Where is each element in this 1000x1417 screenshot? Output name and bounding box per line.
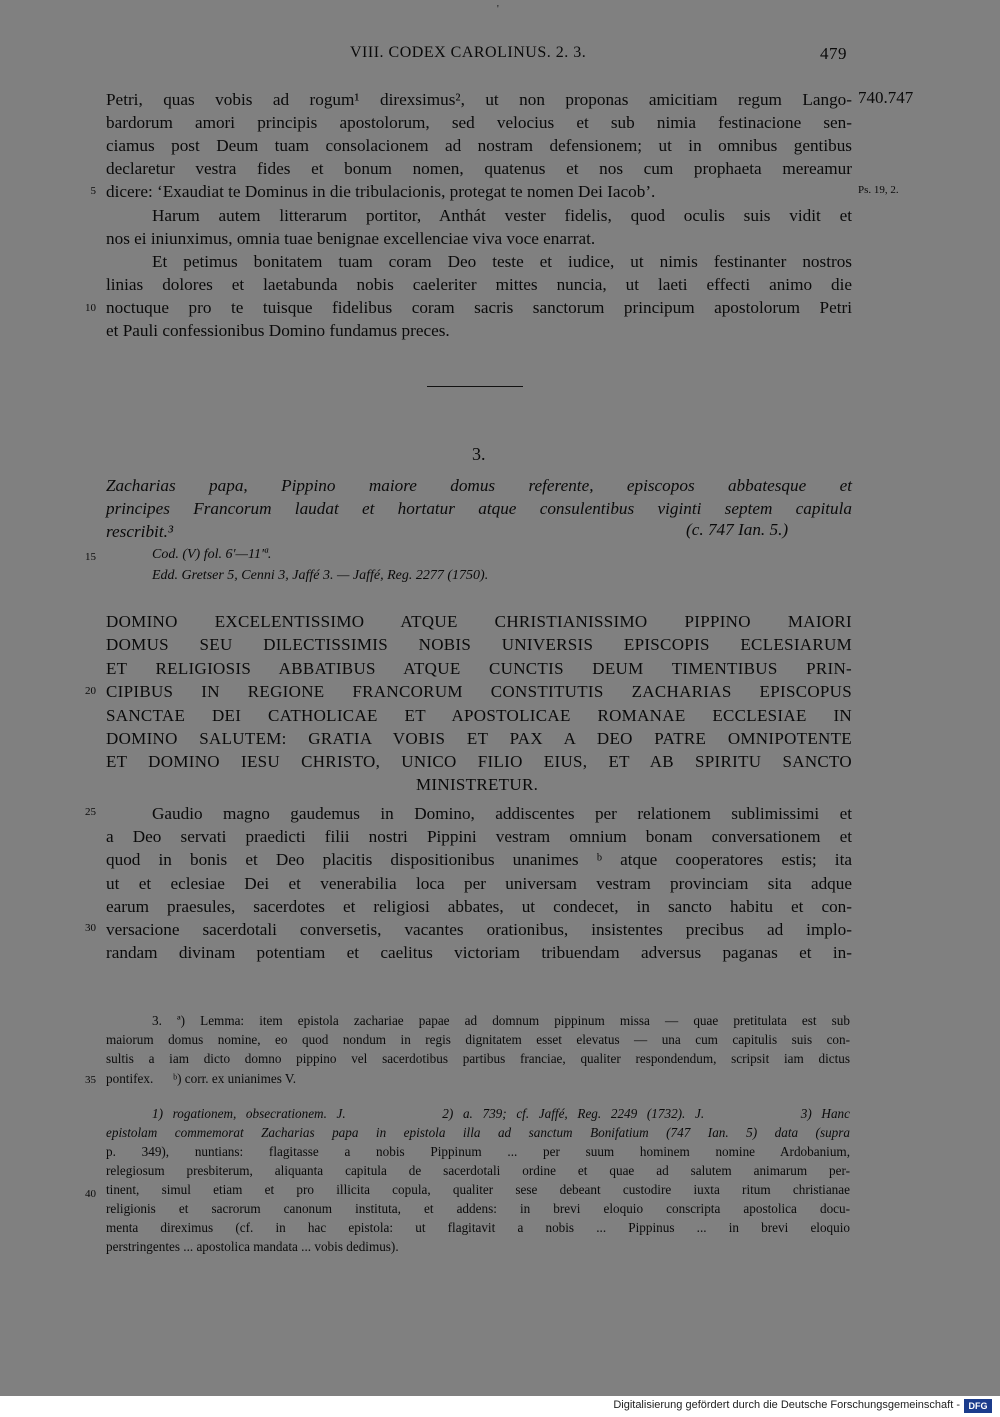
footnote-line: menta direximus (cf. in hac epistola: ut flagitavit a nobis ... Pippinus ... in brevi eloquio: [106, 1220, 850, 1235]
salutation-line: DOMUS SEU DILECTISSIMIS NOBIS UNIVERSIS EPISCOPIS ECLESIARUM: [106, 635, 852, 654]
text-line: Gaudio magno gaudemus in Domino, addiscentes per relationem sublimissimi et: [152, 804, 852, 823]
text-line: a Deo servati praedicti filii nostri Pippini vestram omnium bonam conversationem et: [106, 827, 852, 846]
line-number: 35: [85, 1074, 96, 1086]
letter-number: 3.: [472, 444, 486, 464]
text-line: ut et eclesiae Dei et venerabilia loca per universam vestram provinciam sita adque: [106, 874, 852, 893]
text-line: Petri, quas vobis ad rogum¹ direxsimus², ut non proponas amicitiam regum Lango-: [106, 90, 852, 109]
footnote-line: 1) rogationem, obsecrationem. J. 2) a. 739; cf. Jaffé, Reg. 2249 (1732). J. 3) Hanc: [152, 1106, 850, 1121]
text-line: versacione sacerdotali conversetis, vacantes orationibus, insistentes precibus ad implo-: [106, 920, 852, 939]
top-mark: ': [497, 4, 499, 15]
source-line: Edd. Gretser 5, Cenni 3, Jaffé 3. — Jaffé, Reg. 2277 (1750).: [152, 568, 489, 583]
summary-line: principes Francorum laudat et hortatur atque consulentibus viginti septem capitula: [106, 499, 852, 518]
summary-line: rescribit.³: [106, 522, 174, 541]
text-line: ciamus post Deum tuam consolacionem ad nostram defensionem; ut in omnibus gentibus: [106, 136, 852, 155]
text-line: bardorum amori principis apostolorum, sed velocius et sub nimia festinacione sen-: [106, 113, 852, 132]
salutation-line: MINISTRETUR.: [416, 775, 539, 794]
text-line: declaretur vestra fides et bonum nomen, quatenus et nos cum prophaeta mereamur: [106, 159, 852, 178]
summary-line: Zacharias papa, Pippino maiore domus referente, episcopos abbatesque et: [106, 476, 852, 495]
letter-date: (c. 747 Ian. 5.): [686, 520, 789, 539]
line-number: 25: [85, 806, 96, 818]
footnote-line: religionis et sacrorum canonum instituta, et addens: in brevi eloquio conscripta apostolica docu-: [106, 1201, 850, 1216]
footnote-line: relegiosum presbiterum, aliquanta capitula de sacerdotali ordine et quae ad salutem animarum per-: [106, 1163, 850, 1178]
margin-year: 740.747: [858, 88, 914, 107]
line-number: 15: [85, 551, 96, 563]
running-title: VIII. CODEX CAROLINUS. 2. 3.: [350, 44, 587, 61]
text-line: nos ei iniunximus, omnia tuae benignae excellenciae viva voce enarrat.: [106, 229, 596, 248]
margin-psalm-ref: Ps. 19, 2.: [858, 184, 899, 196]
line-number: 40: [85, 1188, 96, 1200]
text-line: quod in bonis et Deo placitis dispositionibus unanimes ᵇ atque cooperatores estis; ita: [106, 850, 852, 869]
section-divider: [427, 386, 523, 387]
footnote-line: maiorum domus nomine, eo quod nondum in regis dignitatem esset elevatus — una cum capitulis suis con-: [106, 1032, 850, 1047]
footnote-line: p. 349), nuntians: flagitasse a nobis Pippinum ... per suum hominem nomine Ardobanium,: [106, 1144, 850, 1159]
footnote-line: pontifex. ᵇ) corr. ex unianimes V.: [106, 1071, 297, 1086]
line-number: 10: [85, 302, 96, 314]
text-line: randam divinam potentiam et caelitus victoriam tribuendam adversus paganas et in-: [106, 943, 852, 962]
footer-credit: Digitalisierung gefördert durch die Deutsche Forschungsgemeinschaft -: [613, 1399, 960, 1411]
footnote-line: 3. ª) Lemma: item epistola zachariae papae ad domnum pippinum missa — quae pretitulata est sub: [152, 1013, 850, 1028]
footnote-line: sultis a iam dicto domno pippino vel sacerdotibus partibus franciae, qualiter respondendum, scripsit iam dictus: [106, 1051, 850, 1066]
text-line: earum praesules, sacerdotes et religiosi abbates, ut condecet, in sancto habitu et con-: [106, 897, 852, 916]
salutation-line: DOMINO EXCELENTISSIMO ATQUE CHRISTIANISSIMO PIPPINO MAIORI: [106, 612, 852, 631]
text-line: et Pauli confessionibus Domino fundamus preces.: [106, 321, 450, 340]
line-number: 5: [90, 185, 96, 197]
line-number: 20: [85, 685, 96, 697]
source-line: Cod. (V) fol. 6′—11′ª.: [152, 547, 272, 562]
page-number: 479: [820, 44, 847, 63]
footnote-line: epistolam commemorat Zacharias papa in epistola illa ad sanctum Bonifatium (747 Ian. 5) data (supra: [106, 1125, 850, 1140]
dfg-logo-icon: DFG: [964, 1399, 992, 1413]
salutation-line: CIPIBUS IN REGIONE FRANCORUM CONSTITUTIS ZACHARIAS EPISCOPUS: [106, 682, 852, 701]
text-line: Et petimus bonitatem tuam coram Deo teste et iudice, ut nimis festinanter nostros: [152, 252, 852, 271]
line-number: 30: [85, 922, 96, 934]
footnote-line: tinent, simul etiam et pro illicita copula, qualiter sese debeant custodire iuxta ritum christianae: [106, 1182, 850, 1197]
salutation-line: ET DOMINO IESU CHRISTO, UNICO FILIO EIUS, ET AB SPIRITU SANCTO: [106, 752, 852, 771]
salutation-line: DOMINO SALUTEM: GRATIA VOBIS ET PAX A DEO PATRE OMNIPOTENTE: [106, 729, 852, 748]
text-line: linias dolores et laetabunda nobis caeleriter mittes nuncia, ut laeti effecti animo die: [106, 275, 852, 294]
footnote-line: perstringentes ... apostolica mandata ... vobis dedimus).: [106, 1239, 399, 1254]
text-line: noctuque pro te tuisque fidelibus coram sacris sanctorum principum apostolorum Petri: [106, 298, 852, 317]
text-line: dicere: ‘Exaudiat te Dominus in die tribulacionis, protegat te nomen Dei Iacob’.: [106, 182, 656, 201]
text-line: Harum autem litterarum portitor, Anthát vester fidelis, quod oculis suis vidit et: [152, 206, 852, 225]
salutation-line: ET RELIGIOSIS ABBATIBUS ATQUE CUNCTIS DEUM TIMENTIBUS PRIN-: [106, 659, 852, 678]
salutation-line: SANCTAE DEI CATHOLICAE ET APOSTOLICAE ROMANAE ECCLESIAE IN: [106, 706, 852, 725]
